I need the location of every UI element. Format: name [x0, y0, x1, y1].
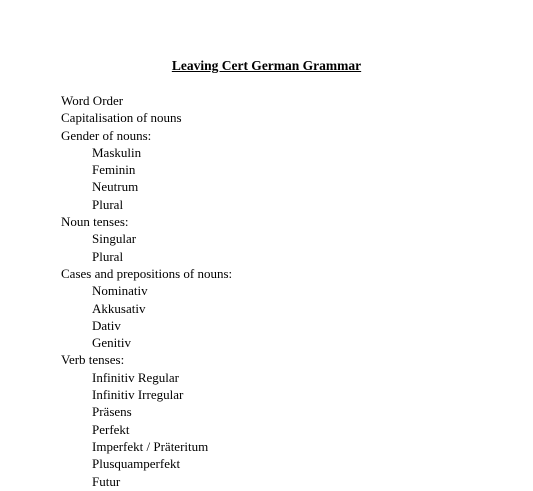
grammar-outline [61, 92, 232, 490]
outline-subitem: Plural [92, 196, 124, 212]
outline-section [61, 92, 232, 109]
outline-subitem: Nominativ [92, 283, 148, 299]
outline-section [61, 109, 232, 126]
section-sublist [61, 369, 232, 490]
outline-subitem: Genitiv [92, 335, 131, 351]
section-label: Word Order [61, 93, 124, 108]
outline-section [61, 265, 232, 351]
outline-subitem: Dativ [92, 317, 121, 333]
document-title: Leaving Cert German Grammar [171, 58, 362, 73]
section-label: Capitalisation of nouns [61, 110, 182, 126]
outline-subitem: Akkusativ [92, 300, 146, 316]
section-label: Noun tenses: [61, 214, 129, 230]
outline-subitem: Maskulin [92, 144, 142, 160]
outline-subitem: Präsens [92, 404, 132, 420]
outline-subitem: Infinitiv Regular [92, 369, 180, 385]
outline-subitem: Neutrum [92, 179, 139, 195]
section-sublist [61, 282, 232, 351]
outline-section [61, 127, 232, 213]
outline-subitem: Plusquamperfekt [92, 456, 181, 472]
section-sublist [61, 144, 232, 213]
outline-section [61, 213, 232, 265]
outline-section [61, 351, 232, 489]
outline-subitem: Perfekt [92, 421, 130, 437]
section-label: Gender of nouns: [61, 127, 152, 143]
outline-subitem: Futur [92, 473, 121, 489]
outline-subitem: Plural [92, 248, 124, 264]
outline-subitem: Singular [92, 231, 137, 247]
outline-subitem: Imperfekt / Präteritum [92, 438, 209, 454]
outline-subitem: Feminin [92, 162, 136, 178]
section-label: Cases and prepositions of nouns: [61, 265, 233, 281]
section-sublist [61, 230, 232, 265]
section-label: Verb tenses: [61, 352, 125, 368]
outline-subitem: Infinitiv Irregular [92, 387, 184, 403]
